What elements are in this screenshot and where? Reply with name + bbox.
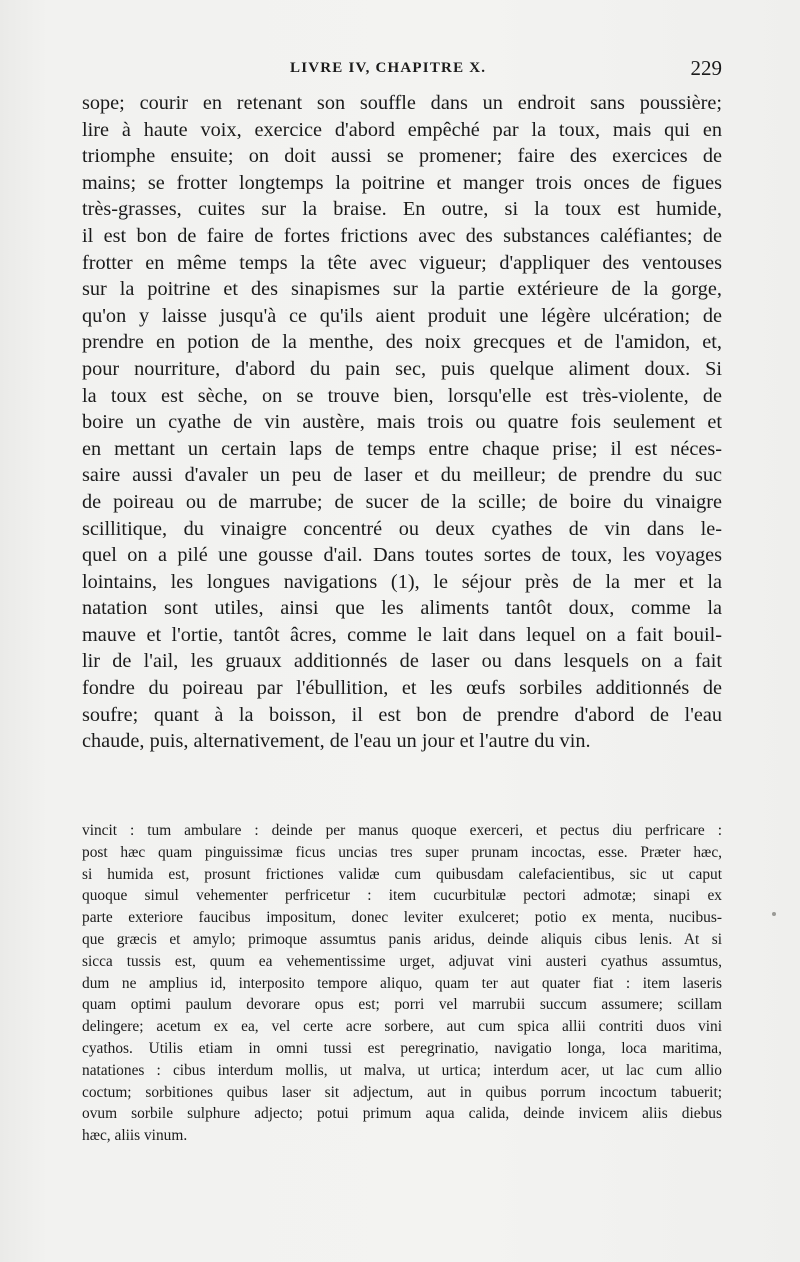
text-line: prendre en potion de la menthe, des noix grecques et de l'amidon, et, bbox=[82, 331, 722, 354]
running-head bbox=[82, 58, 722, 82]
text-line: la toux est sèche, on se trouve bien, lorsqu'elle est très-violente, de bbox=[82, 384, 722, 407]
latin-line: dum ne amplius id, interposito tempore aliquo, quam ter aut quater fiat : item laseris bbox=[82, 974, 722, 992]
text-line: lointains, les longues navigations (1), le séjour près de la mer et la bbox=[82, 570, 722, 593]
text-line: lire à haute voix, exercice d'abord empêché par la toux, mais qui en bbox=[82, 118, 722, 141]
text-line: frotter en même temps la tête avec vigueur; d'appliquer des ventouses bbox=[82, 251, 722, 274]
text-line: de poireau ou de marrube; de sucer de la scille; de boire du vinaigre bbox=[82, 490, 722, 513]
latin-original-text bbox=[82, 820, 722, 1147]
text-line: boire un cyathe de vin austère, mais trois ou quatre fois seulement et bbox=[82, 411, 722, 434]
text-line: très-grasses, cuites sur la braise. En outre, si la toux est humide, bbox=[82, 198, 722, 221]
latin-line: sicca tussis est, quum ea vehementissime urget, adjuvat vini austeri cyathus assumtus, bbox=[82, 952, 722, 970]
text-line: il est bon de faire de fortes frictions avec des substances caléfiantes; de bbox=[82, 224, 722, 247]
text-line: saire aussi d'avaler un peu de laser et du meilleur; de prendre du suc bbox=[82, 464, 722, 487]
text-line: sur la poitrine et des sinapismes sur la partie extérieure de la gorge, bbox=[82, 278, 722, 301]
text-line: natation sont utiles, ainsi que les aliments tantôt doux, comme la bbox=[82, 597, 722, 620]
latin-line: si humida est, prosunt frictiones validæ cum quibusdam calefacientibus, sic ut caput bbox=[82, 865, 722, 883]
text-line: lir de l'ail, les gruaux additionnés de laser ou dans lesquels on a fait bbox=[82, 650, 722, 673]
text-line: mains; se frotter longtemps la poitrine et manger trois onces de figues bbox=[82, 171, 722, 194]
latin-line: hæc, aliis vinum. bbox=[82, 1127, 188, 1145]
latin-line: coctum; sorbitiones quibus laser sit adjectum, aut in quibus porrum incoctum tabuerit; bbox=[82, 1083, 722, 1101]
latin-line: ovum sorbile sulphure adjecto; potui primum aqua calida, deinde invicem aliis diebus bbox=[82, 1105, 722, 1123]
text-line: sope; courir en retenant son souffle dans un endroit sans poussière; bbox=[82, 92, 722, 114]
margin-speck bbox=[772, 912, 776, 916]
running-title: LIVRE IV, CHAPITRE X. bbox=[290, 60, 487, 76]
text-line: en mettant un certain laps de temps entre chaque prise; il est néces- bbox=[82, 437, 722, 460]
latin-line: natationes : cibus interdum mollis, ut malva, ut urtica; interdum acer, ut lac cum allio bbox=[82, 1061, 722, 1079]
text-line: fondre du poireau par l'ébullition, et les œufs sorbiles additionnés de bbox=[82, 677, 722, 700]
latin-line: post hæc quam pinguissimæ ficus uncias tres super prunam incoctas, esse. Præter hæc, bbox=[82, 843, 722, 861]
latin-line: vincit : tum ambulare : deinde per manus quoque exerceri, et pectus diu perfricare : bbox=[82, 822, 722, 839]
text-line: mauve et l'ortie, tantôt âcres, comme le lait dans lequel on a fait bouil- bbox=[82, 623, 722, 646]
text-line: quel on a pilé une gousse d'ail. Dans toutes sortes de toux, les voyages bbox=[82, 544, 722, 567]
text-line: qu'on y laisse jusqu'à ce qu'ils aient produit une légère ulcération; de bbox=[82, 304, 722, 327]
text-line: scillitique, du vinaigre concentré ou deux cyathes de vin dans le- bbox=[82, 517, 722, 540]
page-number: 229 bbox=[690, 56, 722, 80]
text-line: triomphe ensuite; on doit aussi se promener; faire des exercices de bbox=[82, 145, 722, 168]
latin-line: que græcis et amylo; primoque assumtus panis aridus, deinde aliquis cibus lenis. At si bbox=[82, 930, 722, 948]
text-line: pour nourriture, d'abord du pain sec, puis quelque aliment doux. Si bbox=[82, 357, 722, 380]
latin-line: parte exteriore faucibus impositum, donec leviter exulceret; potio ex menta, nucibus- bbox=[82, 909, 722, 927]
latin-line: delingere; acetum ex ea, vel certe acre sorbere, aut cum spica allii contriti duos vini bbox=[82, 1018, 722, 1036]
latin-line: quoque simul vehementer perfricetur : item cucurbitulæ pectori admotæ; sinapi ex bbox=[82, 887, 722, 905]
french-translation-text bbox=[82, 90, 722, 755]
text-line: soufre; quant à la boisson, il est bon de prendre d'abord de l'eau bbox=[82, 703, 722, 726]
text-line: chaude, puis, alternativement, de l'eau un jour et l'autre du vin. bbox=[82, 730, 591, 753]
latin-line: cyathos. Utilis etiam in omni tussi est peregrinatio, navigatio longa, loca maritima, bbox=[82, 1039, 722, 1057]
latin-line: quam optimi paulum devorare opus est; porri vel marrubii succum assumere; scillam bbox=[82, 996, 722, 1014]
